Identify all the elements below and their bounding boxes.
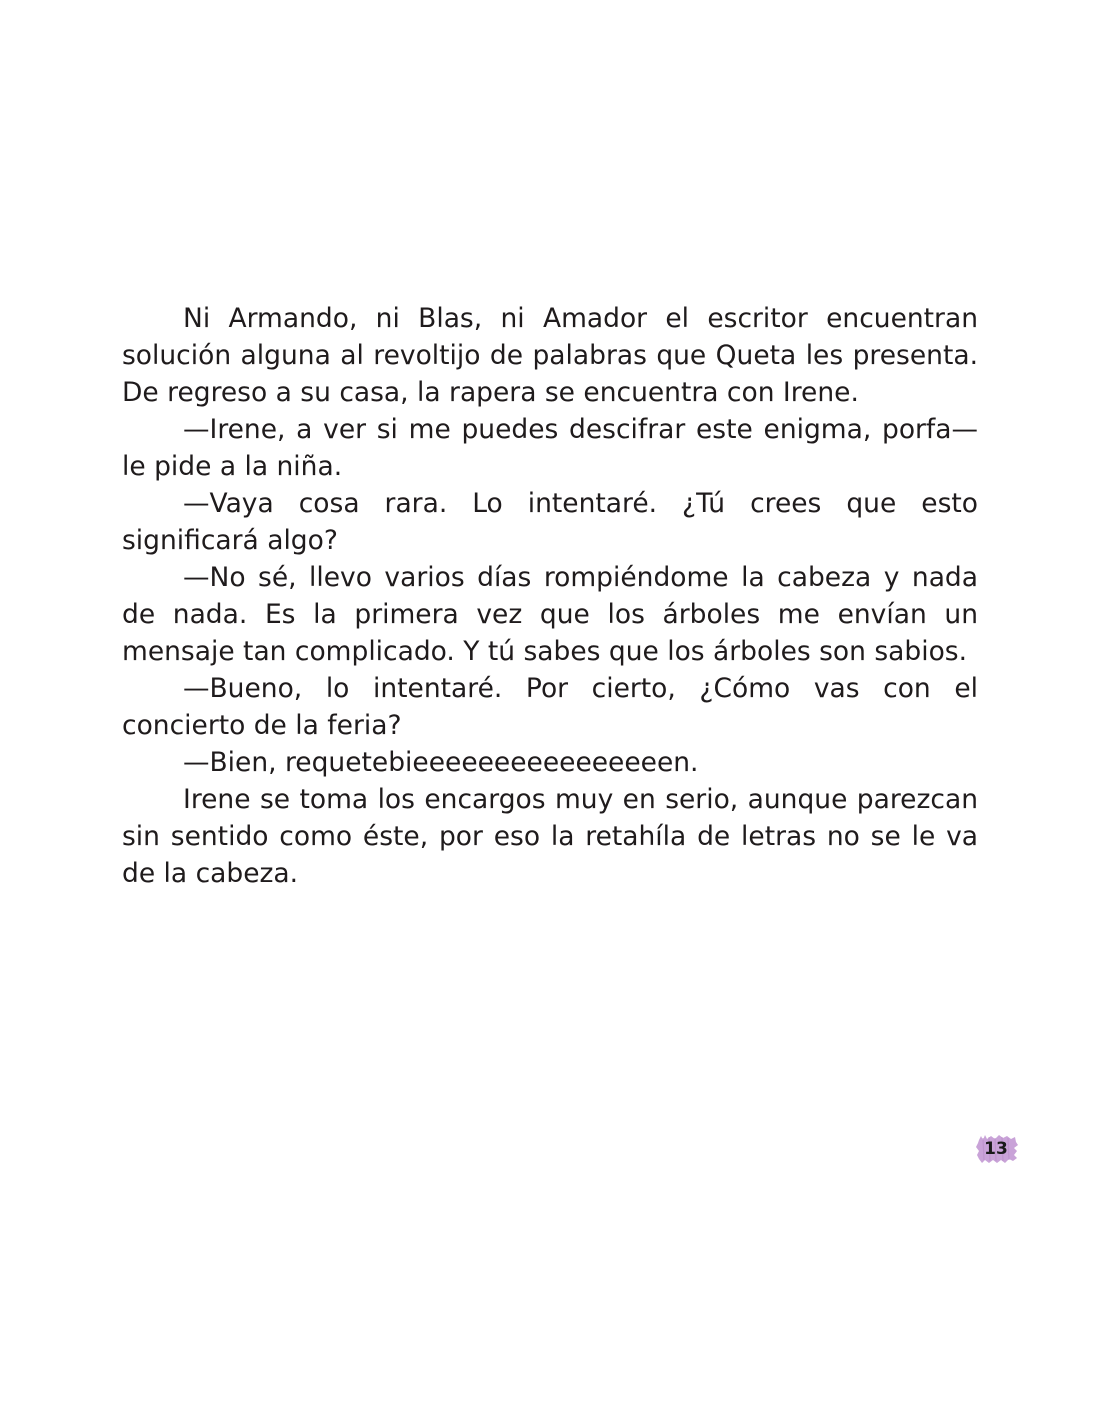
paragraph-5: —Bueno, lo intentaré. Por cierto, ¿Cómo vas con el concierto de la feria? — [122, 673, 978, 741]
page-number-badge — [975, 1134, 1019, 1164]
page-number: 13 — [984, 1139, 1008, 1159]
story-text — [122, 300, 978, 892]
paragraph-4: —No sé, llevo varios días rompiéndome la cabeza y nada de nada. Es la primera vez que los árboles me envían un mensaje tan complicado. Y tú sabes que los árboles son sabios. — [122, 562, 978, 667]
paragraph-7: Irene se toma los encargos muy en serio, aunque parezcan sin sentido como éste, por eso la retahíla de letras no se le va de la cabeza. — [122, 784, 978, 889]
paragraph-1: Ni Armando, ni Blas, ni Amador el escritor encuentran solución alguna al revoltijo de palabras que Queta les presenta. De regreso a su casa, la rapera se encuentra con Irene. — [122, 303, 978, 408]
paragraph-2: —Irene, a ver si me puedes descifrar este enigma, porfa— le pide a la niña. — [122, 414, 978, 482]
paragraph-3: —Vaya cosa rara. Lo intentaré. ¿Tú crees que esto significará algo? — [122, 488, 978, 556]
paragraph-6: —Bien, requetebieeeeeeeeeeeeeeeen. — [183, 747, 699, 778]
